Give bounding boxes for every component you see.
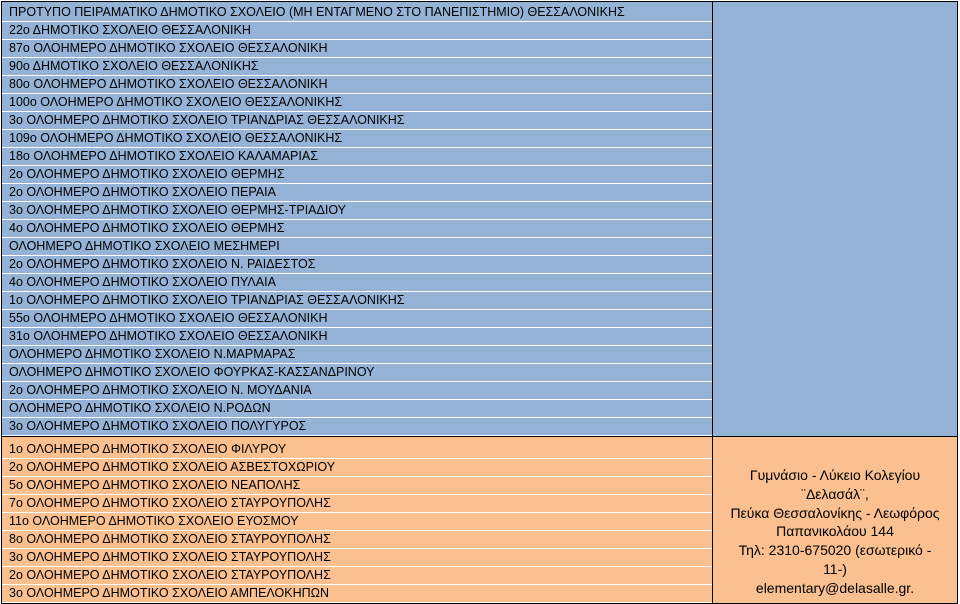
school-entry: 7ο ΟΛΟΗΜΕΡΟ ΔΗΜΟΤΙΚΟ ΣΧΟΛΕΙΟ ΣΤΑΥΡΟΥΠΟΛΗΣ <box>2 495 712 513</box>
school-entry: 3ο ΟΛΟΗΜΕΡΟ ΔΗΜΟΤΙΚΟ ΣΧΟΛΕΙΟ ΤΡΙΑΝΔΡΙΑΣ ΘΕΣΣΑΛΟΝΙΚΗΣ <box>2 112 712 130</box>
school-entry: ΟΛΟΗΜΕΡΟ ΔΗΜΟΤΙΚΟ ΣΧΟΛΕΙΟ ΜΕΣΗΜΕΡΙ <box>2 238 712 256</box>
school-entry: 2ο ΟΛΟΗΜΕΡΟ ΔΗΜΟΤΙΚΟ ΣΧΟΛΕΙΟ ΣΤΑΥΡΟΥΠΟΛΗΣ <box>2 567 712 585</box>
contact-address-cont: Παπανικολάου 144 <box>776 523 894 540</box>
contact-email: elementary@delasalle.gr. <box>755 579 915 596</box>
school-entry: 1ο ΟΛΟΗΜΕΡΟ ΔΗΜΟΤΙΚΟ ΣΧΟΛΕΙΟ ΤΡΙΑΝΔΡΙΑΣ ΘΕΣΣΑΛΟΝΙΚΗΣ <box>2 292 712 310</box>
school-entry: ΟΛΟΗΜΕΡΟ ΔΗΜΟΤΙΚΟ ΣΧΟΛΕΙΟ Ν.ΡΟΔΩΝ <box>2 400 712 418</box>
school-entry: 90ο ΔΗΜΟΤΙΚΟ ΣΧΟΛΕΙΟ ΘΕΣΣΑΛΟΝΙΚΗΣ <box>2 58 712 76</box>
school-entry: 22ο ΔΗΜΟΤΙΚΟ ΣΧΟΛΕΙΟ ΘΕΣΣΑΛΟΝΙΚΗ <box>2 22 712 40</box>
blue-school-list <box>2 2 712 436</box>
school-entry: 3ο ΟΛΟΗΜΕΡΟ ΔΗΜΟΤΙΚΟ ΣΧΟΛΕΙΟ ΣΤΑΥΡΟΥΠΟΛΗΣ <box>2 549 712 567</box>
school-entry: 2ο ΟΛΟΗΜΕΡΟ ΔΗΜΟΤΙΚΟ ΣΧΟΛΕΙΟ Ν. ΜΟΥΔΑΝΙΑ <box>2 382 712 400</box>
school-entry: 100ο ΟΛΟΗΜΕΡΟ ΔΗΜΟΤΙΚΟ ΣΧΟΛΕΙΟ ΘΕΣΣΑΛΟΝΙΚΗΣ <box>2 94 712 112</box>
school-entry: 87ο ΟΛΟΗΜΕΡΟ ΔΗΜΟΤΙΚΟ ΣΧΟΛΕΙΟ ΘΕΣΣΑΛΟΝΙΚΗ <box>2 40 712 58</box>
school-entry: ΟΛΟΗΜΕΡΟ ΔΗΜΟΤΙΚΟ ΣΧΟΛΕΙΟ ΦΟΥΡΚΑΣ-ΚΑΣΣΑΝΔΡΙΝΟΥ <box>2 364 712 382</box>
schools-table <box>1 1 958 604</box>
school-entry: 4ο ΟΛΟΗΜΕΡΟ ΔΗΜΟΤΙΚΟ ΣΧΟΛΕΙΟ ΠΥΛΑΙΑ <box>2 274 712 292</box>
blue-schools-cell <box>2 2 713 437</box>
school-entry: 1ο ΟΛΟΗΜΕΡΟ ΔΗΜΟΤΙΚΟ ΣΧΟΛΕΙΟ ΦΙΛΥΡΟΥ <box>2 441 712 459</box>
school-entry: 31ο ΟΛΟΗΜΕΡΟ ΔΗΜΟΤΙΚΟ ΣΧΟΛΕΙΟ ΘΕΣΣΑΛΟΝΙΚΗ <box>2 328 712 346</box>
contact-phone: Τηλ: 2310-675020 (εσωτερικό - <box>738 542 932 559</box>
school-entry: 3ο ΟΛΟΗΜΕΡΟ ΔΗΜΟΤΙΚΟ ΣΧΟΛΕΙΟ ΑΜΠΕΛΟΚΗΠΩΝ <box>2 585 712 603</box>
school-entry: ΟΛΟΗΜΕΡΟ ΔΗΜΟΤΙΚΟ ΣΧΟΛΕΙΟ Ν.ΜΑΡΜΑΡΑΣ <box>2 346 712 364</box>
school-entry: 55ο ΟΛΟΗΜΕΡΟ ΔΗΜΟΤΙΚΟ ΣΧΟΛΕΙΟ ΘΕΣΣΑΛΟΝΙΚΗ <box>2 310 712 328</box>
school-entry: 4ο ΟΛΟΗΜΕΡΟ ΔΗΜΟΤΙΚΟ ΣΧΟΛΕΙΟ ΘΕΡΜΗΣ <box>2 220 712 238</box>
school-entry: 11ο ΟΛΟΗΜΕΡΟ ΔΗΜΟΤΙΚΟ ΣΧΟΛΕΙΟ ΕΥΟΣΜΟΥ <box>2 513 712 531</box>
contact-school-name: Γυμνάσιο - Λύκειο Κολεγίου <box>749 467 921 483</box>
school-entry: 2ο ΟΛΟΗΜΕΡΟ ΔΗΜΟΤΙΚΟ ΣΧΟΛΕΙΟ ΑΣΒΕΣΤΟΧΩΡΙΟΥ <box>2 459 712 477</box>
school-entry: 3ο ΟΛΟΗΜΕΡΟ ΔΗΜΟΤΙΚΟ ΣΧΟΛΕΙΟ ΘΕΡΜΗΣ-ΤΡΙΑΔΙΟΥ <box>2 202 712 220</box>
school-entry: 5ο ΟΛΟΗΜΕΡΟ ΔΗΜΟΤΙΚΟ ΣΧΟΛΕΙΟ ΝΕΑΠΟΛΗΣ <box>2 477 712 495</box>
contact-address: Πεύκα Θεσσαλονίκης - Λεωφόρος <box>730 504 940 521</box>
contact-phone-cont: 11-) <box>823 560 847 577</box>
school-entry: 2ο ΟΛΟΗΜΕΡΟ ΔΗΜΟΤΙΚΟ ΣΧΟΛΕΙΟ ΠΕΡΑΙΑ <box>2 184 712 202</box>
peach-schools-cell <box>2 437 713 604</box>
contact-info <box>713 437 957 598</box>
school-entry: 2ο ΟΛΟΗΜΕΡΟ ΔΗΜΟΤΙΚΟ ΣΧΟΛΕΙΟ Ν. ΡΑΙΔΕΣΤΟΣ <box>2 256 712 274</box>
blue-empty-cell <box>713 2 958 437</box>
peach-group-row <box>2 437 958 604</box>
contact-school-name-cont: ¨Δελασάλ¨, <box>801 485 869 502</box>
blue-group-row <box>2 2 958 437</box>
school-entry: 18ο ΟΛΟΗΜΕΡΟ ΔΗΜΟΤΙΚΟ ΣΧΟΛΕΙΟ ΚΑΛΑΜΑΡΙΑΣ <box>2 148 712 166</box>
school-entry: 2ο ΟΛΟΗΜΕΡΟ ΔΗΜΟΤΙΚΟ ΣΧΟΛΕΙΟ ΘΕΡΜΗΣ <box>2 166 712 184</box>
school-entry: 80ο ΟΛΟΗΜΕΡΟ ΔΗΜΟΤΙΚΟ ΣΧΟΛΕΙΟ ΘΕΣΣΑΛΟΝΙΚΗ <box>2 76 712 94</box>
contact-cell <box>713 437 958 604</box>
school-entry: ΠΡΟΤΥΠΟ ΠΕΙΡΑΜΑΤΙΚΟ ΔΗΜΟΤΙΚΟ ΣΧΟΛΕΙΟ (ΜΗ ΕΝΤΑΓΜΕΝΟ ΣΤΟ ΠΑΝΕΠΙΣΤΗΜΙΟ) ΘΕΣΣΑΛΟΝΙΚΗΣ <box>2 4 712 22</box>
school-entry: 3ο ΟΛΟΗΜΕΡΟ ΔΗΜΟΤΙΚΟ ΣΧΟΛΕΙΟ ΠΟΛΥΓΥΡΟΣ <box>2 418 712 436</box>
school-entry: 8ο ΟΛΟΗΜΕΡΟ ΔΗΜΟΤΙΚΟ ΣΧΟΛΕΙΟ ΣΤΑΥΡΟΥΠΟΛΗΣ <box>2 531 712 549</box>
school-entry: 109ο ΟΛΟΗΜΕΡΟ ΔΗΜΟΤΙΚΟ ΣΧΟΛΕΙΟ ΘΕΣΣΑΛΟΝΙΚΗΣ <box>2 130 712 148</box>
peach-school-list <box>2 437 712 603</box>
